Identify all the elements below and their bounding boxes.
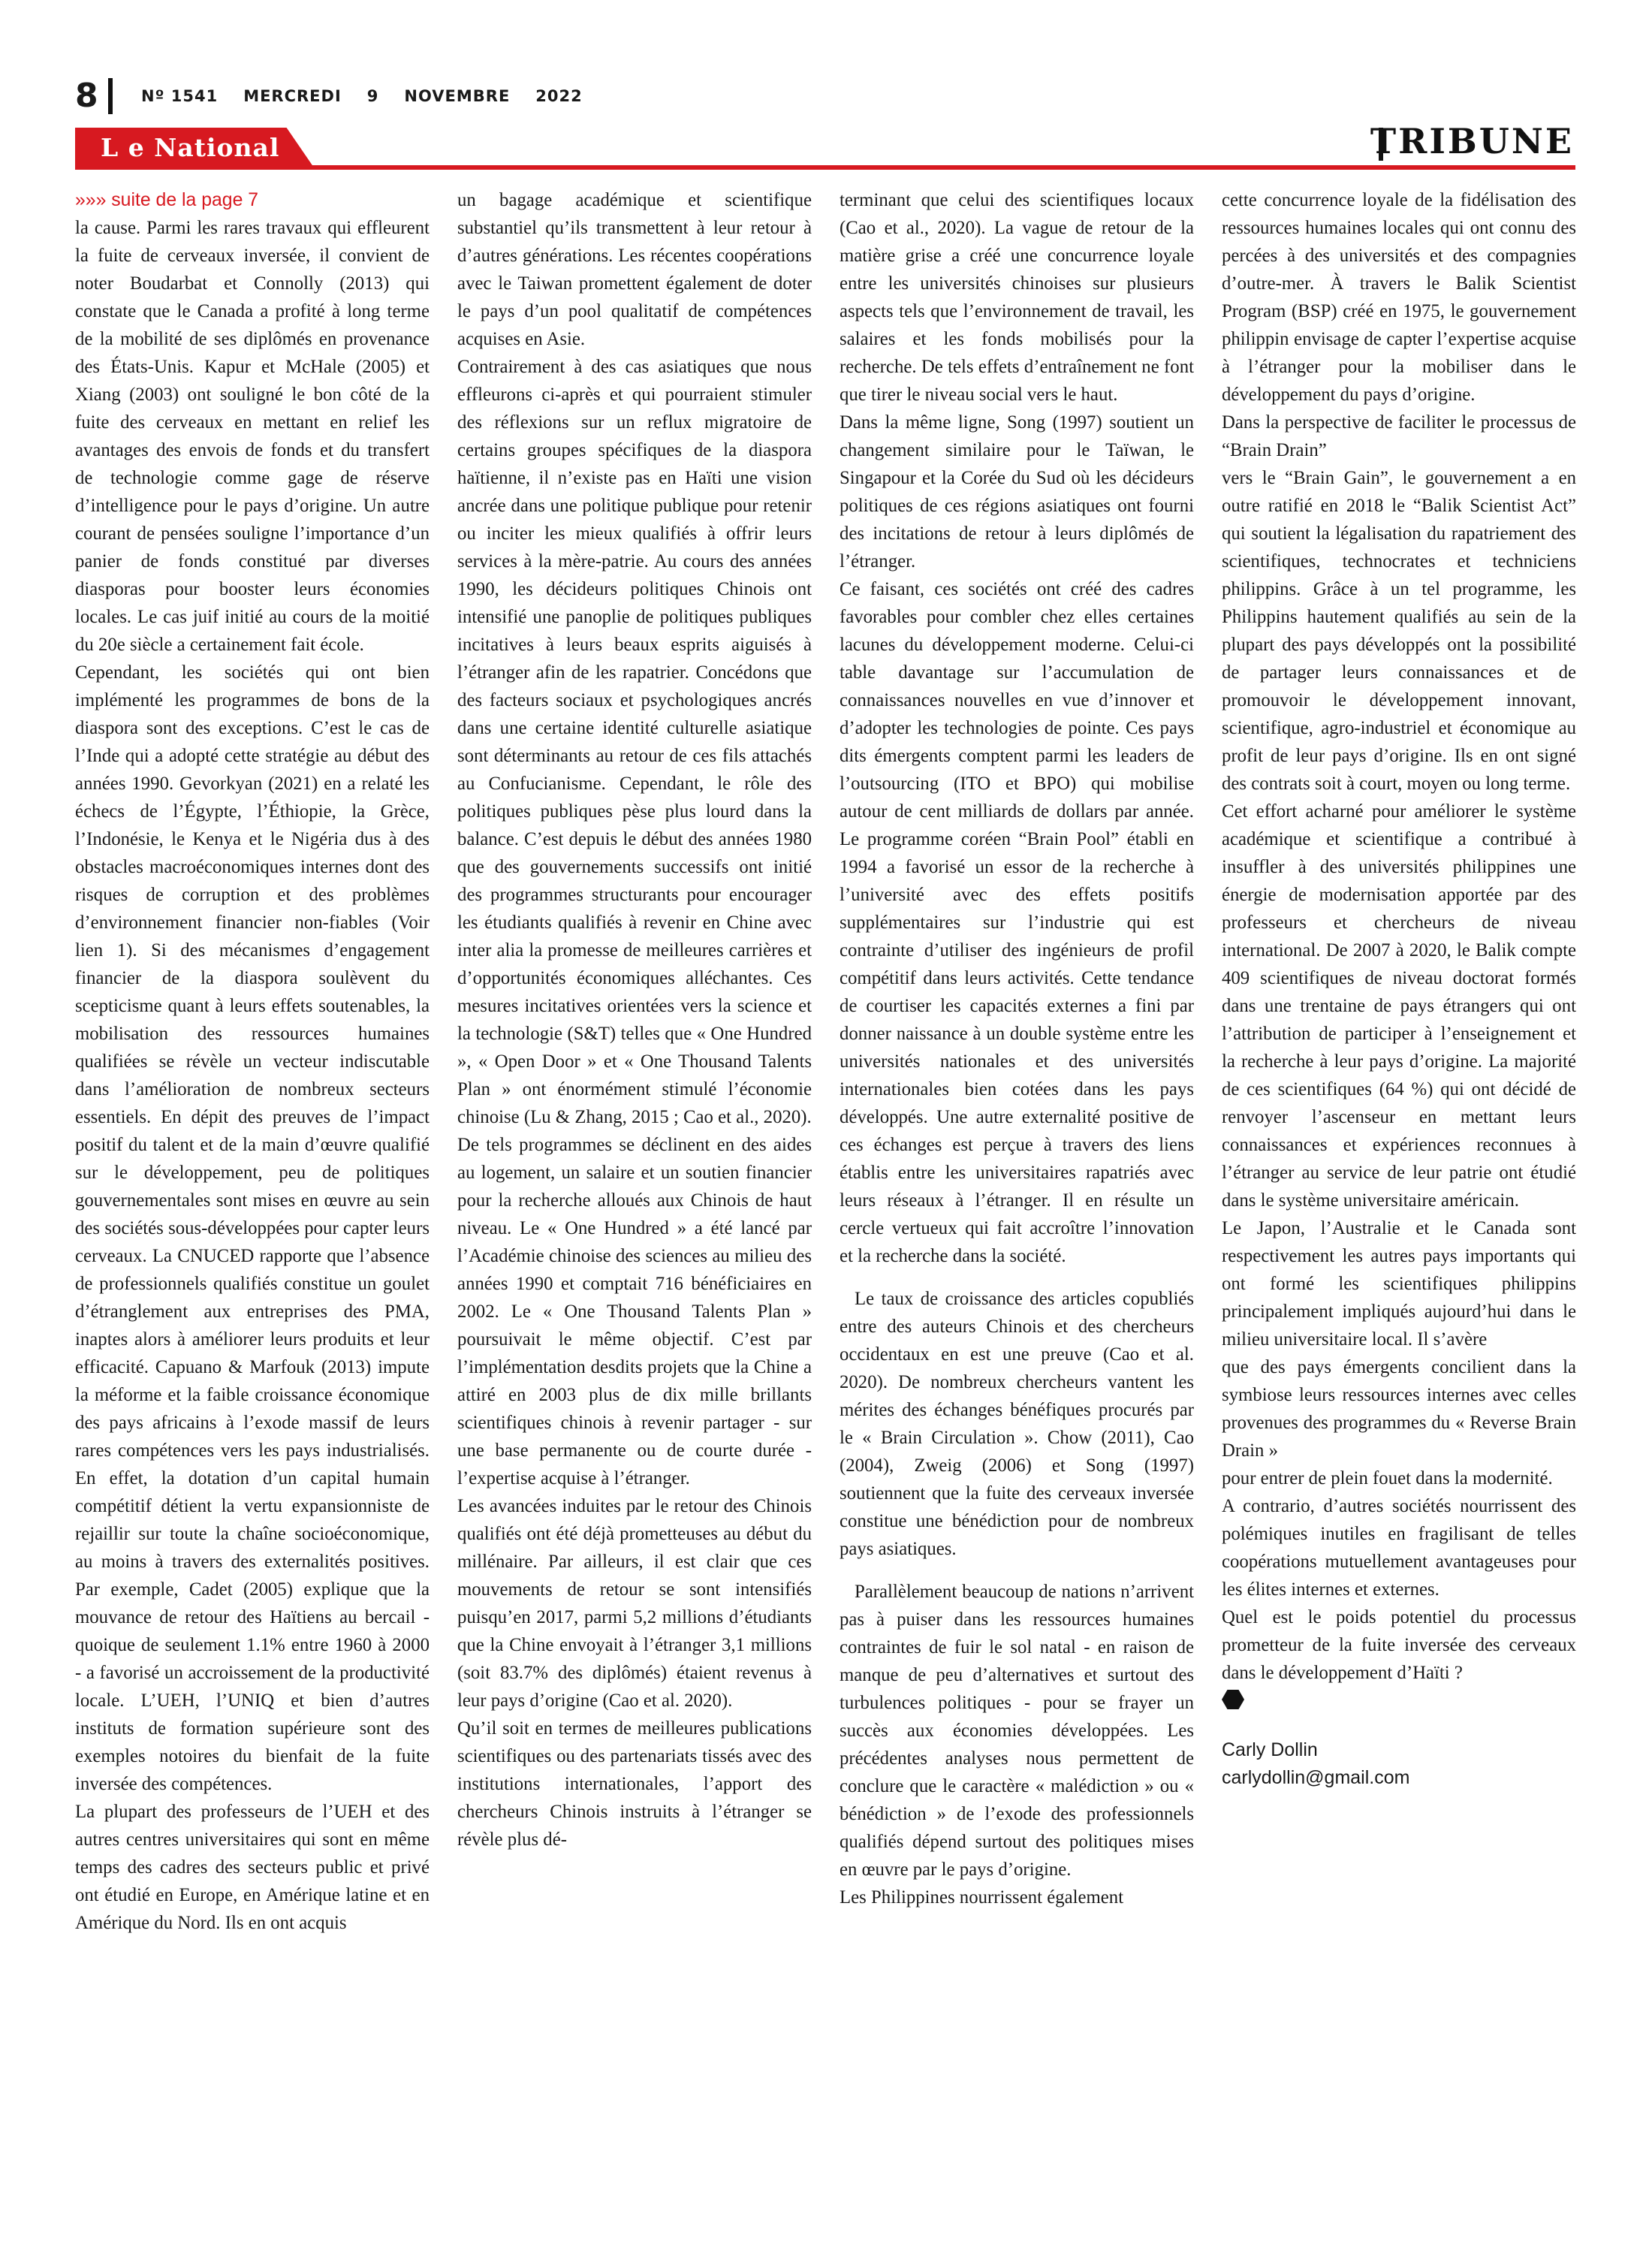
issue-weekday: MERCREDI <box>243 87 342 105</box>
column-4 <box>1222 186 1576 1792</box>
issue-day: 9 <box>366 87 379 105</box>
author-name: Carly Dollin <box>1222 1739 1318 1760</box>
paragraph: terminant que celui des scientifiques locaux (Cao et al., 2020). La vague de retour de la matière grise a créé une concurrence loyale entre les universités chinoises sur plusieurs aspects tels que l’environnement de travail, les salaires et les fonds mobilisés pour la recherche. De tels effets d’entraînement ne font que tirer le niveau social vers le haut. <box>840 190 1194 405</box>
page-header <box>75 74 1577 119</box>
paragraph: Les avancées induites par le retour des Chinois qualifiés ont été déjà prometteuses au début du millénaire. Par ailleurs, il est clair que ces mouvements de retour se sont intensifiés puisqu’en 2017, parmi 5,2 millions d’étudiants que la Chine envoyait à l’étranger 3,1 millions (soit 83.7% des diplômés) étaient revenus à leur pays d’origine (Cao et al. 2020). <box>457 1496 812 1711</box>
issue-number: Nº 1541 <box>141 87 219 105</box>
paragraph: Ce faisant, ces sociétés ont créé des cadres favorables pour combler chez elles certaines lacunes du développement moderne. Celui-ci table davantage sur l’accumulation de connaissances nouvelles en vue d’innover et d’adopter les technologies de pointe. Ces pays dits émergents comptent parmi les leaders de l’outsourcing (ITO et BPO) qui mobilise autour de cent milliards de dollars par année. Le programme coréen “Brain Pool” établi en 1994 a favorisé un essor de la recherche à l’université avec des effets positifs supplémentaires sur l’industrie qui est contrainte d’utiliser des ingénieurs de profil compétitif dans leurs activités. Cette tendance de courtiser les capacités externes a fini par donner naissance à un double système entre les universités nationales et des universités internationales bien cotées dans les pays développés. Une autre externalité positive de ces échanges est perçue à travers des liens établis entre les universitaires rapatriés avec leurs réseaux à l’étranger. Il en résulte un cercle vertueux qui fait accroître l’innovation et la recherche dans la société. <box>840 579 1194 1266</box>
paragraph: La plupart des professeurs de l’UEH et des autres centres universitaires qui sont en même temps des cadres des secteurs public et privé ont étudié en Europe, en Amérique latine et en Amérique du Nord. Ils en ont acquis <box>75 1802 430 1933</box>
issue-info <box>141 81 608 111</box>
section-title: TRIBUNE <box>1370 121 1574 161</box>
paragraph: Les Philippines nourrissent également <box>840 1887 1124 1908</box>
paragraph: De tels programmes se déclinent en des aides au logement, un salaire et un soutien financier pour la recherche alloués aux Chinois de haut niveau. Le « One Hundred » a été lancé par l’Académie chinoise des sciences au milieu des années 1990 et comptait 716 bénéficiaires en 2002. Le « One Thousand Talents Plan » poursuivait le même objectif. C’est par l’implémentation desdits projets que la Chine a attiré en 2003 plus de dix mille brillants scientifiques chinois à revenir partager - sur une base permanente ou de courte durée - l’expertise acquise à l’étranger. <box>457 1135 812 1488</box>
paragraph: Contrairement à des cas asiatiques que nous effleurons ci-après et qui pourraient stimuler des réflexions sur un reflux migratoire de certains groupes spécifiques de la diaspora haïtienne, il n’existe pas en Haïti une vision ancrée dans une politique publique pour retenir ou inciter les mieux qualifiés à offrir leurs services à la mère-patrie. Au cours des années 1990, les décideurs politiques Chinois ont intensifié une panoplie de politiques publiques incitatives à leurs beaux esprits aiguisés à l’étranger afin de les rapatrier. Concédons que des facteurs sociaux et psychologiques ancrés dans une certaine identité culturelle asiatique sont déterminants au retour de ces fils attachés au Confucianisme. Cependant, le rôle des politiques publiques pèse plus lourd dans la balance. C’est depuis le début des années 1980 que des gouvernements successifs ont initié des programmes structurants pour encourager les étudiants qualifiés à revenir en Chine avec inter alia la promesse de meilleures carrières et d’opportunités économiques alléchantes. Ces mesures incitatives orientées vers la science et la technologie (S&T) telles que « One Hundred », « Open Door » et « One Thousand Talents Plan » ont énormément stimulé l’économie chinoise (Lu & Zhang, 2015 ; Cao et al., 2020). <box>457 357 812 1127</box>
header-divider <box>108 78 113 114</box>
paragraph: Cet effort acharné pour améliorer le système académique et scientifique a contribué à insuffler à des universités philippines une énergie de modernisation apportée par des professeurs et chercheurs de niveau international. De 2007 à 2020, le Balik compte 409 scientifiques de niveau doctorat formés dans une trentaine de pays étrangers qui ont l’attribution de participer à l’enseignement et la recherche à leur pays d’origine. La majorité de ces scientifiques (64 %) qui ont décidé de renvoyer l’ascenseur en mettant leurs connaissances et expériences reconnues à l’étranger au service de leur patrie ont étudié dans le système universitaire américain. <box>1222 801 1576 1211</box>
paragraph: un bagage académique et scientifique substantiel qu’ils transmettent à leur retour à d’autres générations. Les récentes coopérations avec le Taiwan promettent également de doter le pays d’un pool qualitatif de compétences acquises en Asie. <box>457 190 812 349</box>
continued-from-link[interactable]: »»» suite de la page 7 <box>75 190 259 210</box>
column-1 <box>75 186 430 1937</box>
column-3 <box>840 186 1194 1911</box>
column-2 <box>457 186 812 1853</box>
paragraph: vers le “Brain Gain”, le gouvernement a en outre ratifié en 2018 le “Balik Scientist Act” qui soutient la légalisation du rapatriement des scientifiques, technocrates et techniciens philippins. Grâce à un tel programme, les Philippins hautement qualifiés au sein de la plupart des pays développés ont la possibilité de partager leurs connaissances et de promouvoir le développement innovant, scientifique, agro-industriel et économique au profit de leur pays d’origine. Ils en ont signé des contrats soit à court, moyen ou long terme. <box>1222 468 1576 794</box>
paragraph: Parallèlement beaucoup de nations n’arrivent pas à puiser dans les ressources humaines contraintes de fuir le sol natal - en raison de manque de peu d’alternatives et surtout des turbulences politiques - pour se frayer un succès aux économies développées. Les précédentes analyses nous permettent de conclure que le caractère « malédiction » ou « bénédiction » de l’exode des professionnels qualifiés dépend surtout des politiques mises en œuvre par le pays d’origine. <box>840 1582 1194 1880</box>
paragraph: Le taux de croissance des articles copubliés entre des auteurs Chinois et des chercheurs occidentaux en est une preuve (Cao et al. 2020). De nombreux chercheurs vantent les mérites des échanges bénéfiques procurés par le « Brain Circulation ». Chow (2011), Cao (2004), Zweig (2006) et Song (1997) soutiennent que la fuite des cerveaux inversée constitue une bénédiction pour de nombreux pays asiatiques. <box>840 1289 1194 1559</box>
paragraph: Dans la même ligne, Song (1997) soutient un changement similaire pour le Taïwan, le Singapour et la Corée du Sud où les décideurs politiques de ces régions asiatiques ont fourni des incitations de retour à leurs diplômés de l’étranger. <box>840 412 1194 572</box>
author-email[interactable]: carlydollin@gmail.com <box>1222 1767 1410 1788</box>
issue-year: 2022 <box>535 87 583 105</box>
paragraph: Le Japon, l’Australie et le Canada sont respectivement les autres pays importants qui ont formé les scientifiques philippins principalement impliqués aujourd’hui dans le milieu universitaire local. Il s’avère <box>1222 1218 1576 1350</box>
page-number: 8 <box>75 77 98 115</box>
paragraph: A contrario, d’autres sociétés nourrissent des polémiques inutiles en fragilisant de telles coopérations mutuellement avantageuses pour les élites internes et externes. <box>1222 1496 1576 1600</box>
paragraph: Cependant, les sociétés qui ont bien implémenté les programmes de bons de la diaspora sont des exceptions. C’est le cas de l’Inde qui a adopté cette stratégie au début des années 1990. Gevorkyan (2021) en a relaté les échecs de l’Égypte, l’Éthiopie, la Grèce, l’Indonésie, le Kenya et le Nigéria dus à des obstacles macroéconomiques internes dont des risques de corruption et des problèmes d’environnement financier non-fiables (Voir lien 1). Si des mécanismes d’engagement financier de la diaspora soulèvent du scepticisme quant à leurs effets soutenables, la mobilisation des ressources humaines qualifiées se révèle un vecteur indiscutable dans l’amélioration de nombreux secteurs essentiels. En dépit des preuves de l’impact positif du talent et de la main d’œuvre qualifié sur le développement, peu de politiques gouvernementales sont mises en œuvre au sein des sociétés sous-développées pour capter leurs cerveaux. La CNUCED rapporte que l’absence de professionnels qualifiés constitue un goulet d’étranglement aux entreprises des PMA, inaptes alors à améliorer leurs produits et leur efficacité. Capuano & Marfouk (2013) impute la méforme et la faible croissance économique des pays africains à l’exode massif de leurs rares compétences vers les pays industrialisés. En effet, la dotation d’un capital humain compétitif détient la vertu expansionniste de rejaillir sur toute la chaîne socioéconomique, au moins à travers des externalités positives. Par exemple, Cadet (2005) explique que la mouvance de retour des Haïtiens au bercail - quoique de seulement 1.1% entre 1960 à 2000 - a favorisé un accroissement de la productivité locale. L’UEH, l’UNIQ et bien d’autres instituts de formation supérieure sont des exemples notoires du bienfait de la fuite inversée des compétences. <box>75 662 430 1794</box>
newspaper-logo: L e National <box>101 133 280 162</box>
paragraph: cette concurrence loyale de la fidélisation des ressources humaines locales qui ont connu des percées à des universités et des compagnies d’outre-mer. À travers le Balik Scientist Program (BSP) créé en 1975, le gouvernement philippin envisage de capter l’expertise acquise à l’étranger pour la mobiliser dans le développement du pays d’origine. <box>1222 190 1576 405</box>
issue-month: NOVEMBRE <box>404 87 511 105</box>
paragraph: la cause. Parmi les rares travaux qui effleurent la fuite de cerveaux inversée, il convient de noter Boudarbat et Connolly (2013) qui constate que le Canada a profité à long terme de la mobilité de ses diplômés en provenance des États-Unis. Kapur et McHale (2005) et Xiang (2003) ont souligné le bon côté de la fuite des cerveaux en mettant en relief les avantages des envois de fonds et du transfert de technologie comme gage de réserve d’intelligence pour le pays d’origine. Un autre courant de pensées souligne l’importance d’un panier de fonds constitué par diverses diasporas pour booster leurs économies locales. Le cas juif initié au cours de la moitié du 20e siècle a certainement fait école. <box>75 218 430 655</box>
end-of-article-icon <box>1222 1690 1244 1709</box>
paragraph: pour entrer de plein fouet dans la modernité. <box>1222 1468 1553 1488</box>
brand-bar <box>75 121 1575 170</box>
author-signature <box>1222 1736 1576 1792</box>
paragraph: Qu’il soit en termes de meilleures publications scientifiques ou des partenariats tissés avec des institutions internationales, l’apport des chercheurs Chinois instruits à l’étranger se révèle plus dé- <box>457 1718 812 1850</box>
paragraph: que des pays émergents concilient dans la symbiose leurs ressources internes avec celles provenues des programmes du « Reverse Brain Drain » <box>1222 1357 1576 1461</box>
paragraph: Dans la perspective de faciliter le processus de “Brain Drain” <box>1222 412 1576 460</box>
article-body <box>75 186 1577 2214</box>
paragraph: Quel est le poids potentiel du processus prometteur de la fuite inversée des cerveaux dans le développement d’Haïti ? <box>1222 1607 1576 1683</box>
